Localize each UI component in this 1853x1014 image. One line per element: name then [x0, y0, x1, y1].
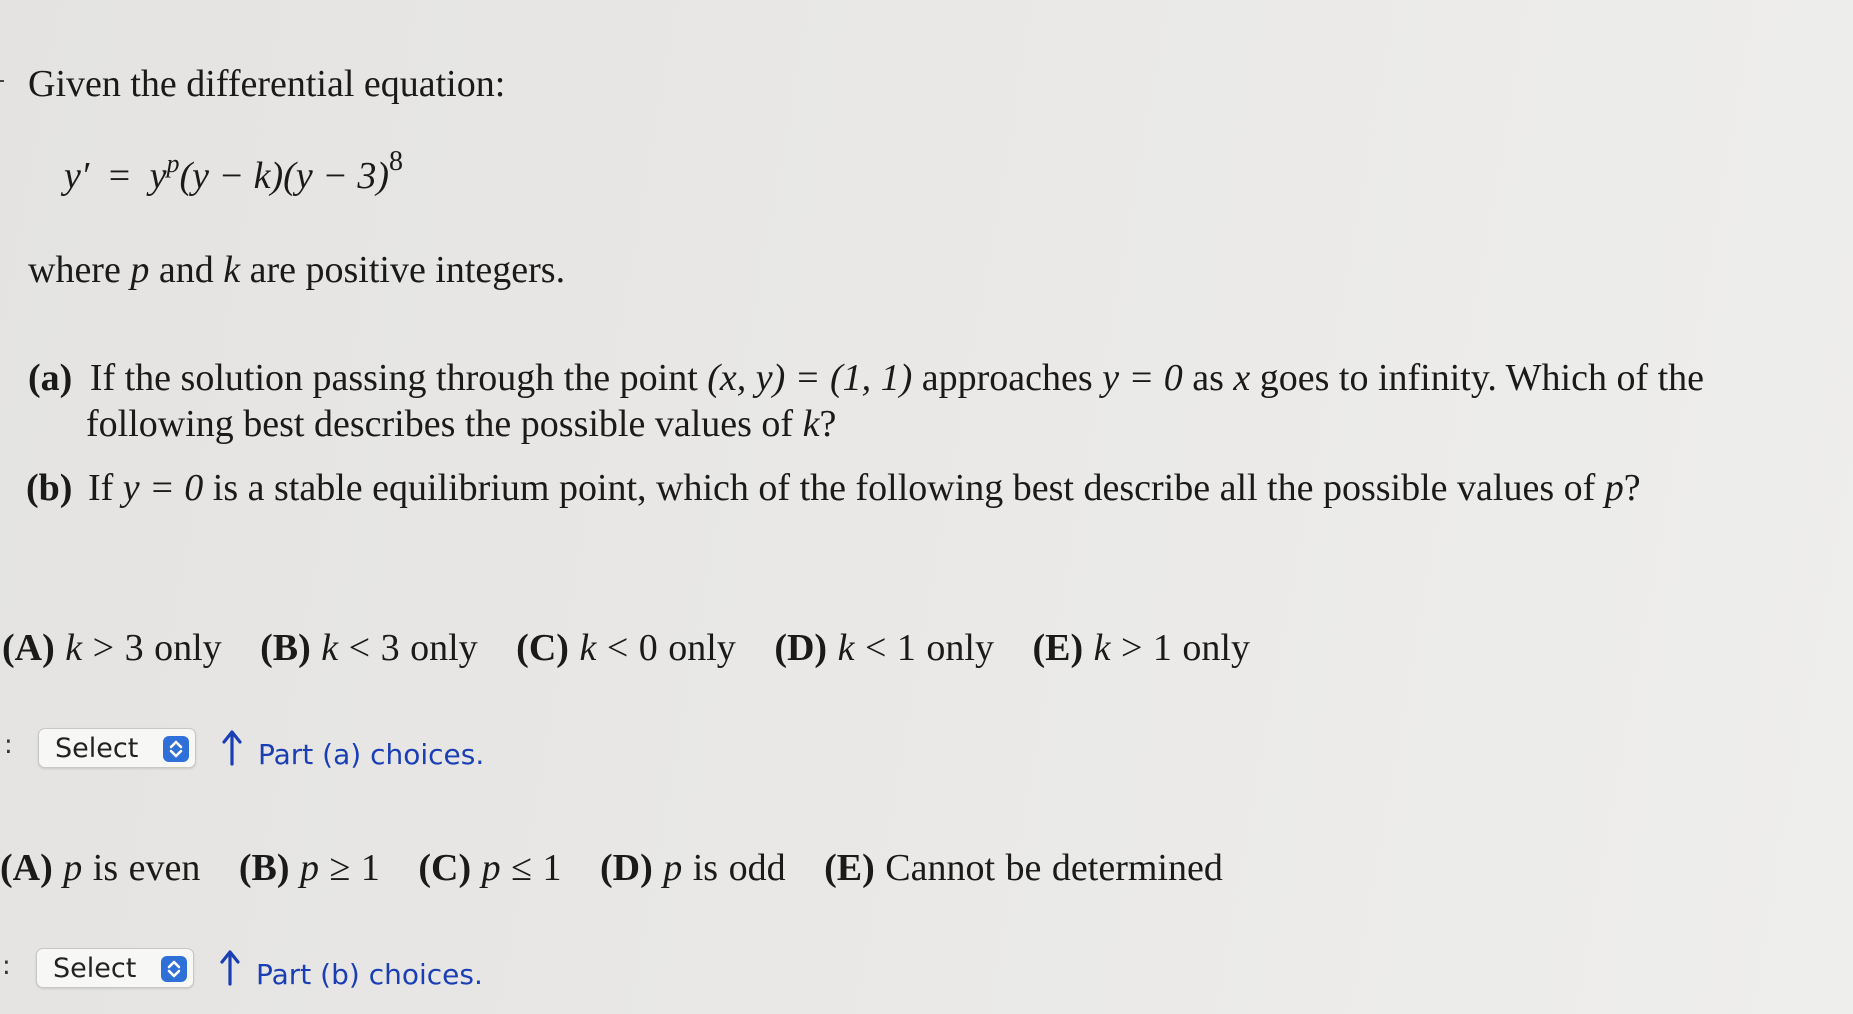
part-a-suffix: goes to infinity. Which of the — [1259, 357, 1705, 399]
equation-base: y — [149, 155, 167, 197]
part-a-select-value: Select — [55, 732, 139, 764]
choice-a-A: (A) k > 3 only — [2, 627, 222, 669]
colon-b: : — [2, 951, 11, 981]
part-a-point: (x, y) = (1, 1) — [707, 357, 913, 399]
part-b-suffix: ? — [1623, 467, 1641, 509]
part-a-x: x — [1233, 357, 1251, 399]
where-p: p — [130, 249, 150, 291]
part-b-select-value: Select — [53, 952, 137, 984]
choice-b-B: (B) p ≥ 1 — [238, 847, 380, 889]
part-b-label: (b) — [26, 467, 73, 509]
choice-b-E: (E) Cannot be determined — [824, 847, 1223, 889]
where-word2: and — [158, 249, 214, 291]
part-a-mid: approaches — [921, 357, 1093, 399]
choice-a-D: (D) k < 1 only — [774, 627, 994, 669]
equation-equals: = — [108, 155, 131, 197]
part-b-select[interactable] — [36, 948, 194, 988]
edge-mark-top — [0, 80, 4, 82]
part-a-line2-prefix: following best describes the possible values of — [86, 403, 794, 445]
chevron-up-down-icon — [161, 956, 187, 982]
part-b-var: p — [1604, 467, 1624, 509]
equation-factors: (y − k)(y − 3) — [179, 155, 390, 197]
choice-b-D: (D) p is odd — [599, 847, 786, 889]
equation-exponent-8: 8 — [389, 146, 404, 177]
intro-text — [28, 62, 505, 106]
equation-lhs: y′ — [64, 155, 90, 197]
choice-a-B: (B) k < 3 only — [260, 627, 478, 669]
choice-b-C: (C) p ≤ 1 — [418, 847, 562, 889]
part-a-prefix: If the solution passing through the point — [89, 357, 698, 399]
choices-b — [0, 846, 1223, 890]
part-a-line2 — [86, 402, 836, 446]
where-k: k — [223, 249, 241, 291]
part-b-cond: y = 0 — [122, 467, 204, 509]
part-a-hint-text: Part (a) choices. — [258, 738, 485, 771]
choice-b-A: (A) p is even — [0, 847, 201, 889]
choices-a — [2, 626, 1250, 670]
arrow-up-icon — [218, 948, 242, 991]
equation-exponent-p: p — [166, 149, 180, 178]
intro-label: Given the differential equation: — [28, 63, 506, 105]
part-a-label: (a) — [28, 357, 73, 399]
part-a-line2-suffix: ? — [819, 403, 837, 445]
part-a-cond: y = 0 — [1102, 357, 1183, 399]
part-b-line — [26, 466, 1641, 510]
chevron-up-down-icon — [163, 736, 189, 762]
part-a-line1 — [28, 356, 1704, 400]
differential-equation — [64, 146, 404, 200]
where-line — [28, 248, 565, 292]
choice-a-E: (E) k > 1 only — [1032, 627, 1250, 669]
part-a-select[interactable] — [38, 728, 196, 768]
colon-a: : — [4, 730, 13, 760]
part-b-prefix: If — [87, 467, 114, 509]
where-word1: where — [28, 249, 121, 291]
choice-a-C: (C) k < 0 only — [516, 627, 736, 669]
part-a-line2-var: k — [802, 403, 820, 445]
part-b-hint-text: Part (b) choices. — [256, 958, 483, 991]
arrow-up-icon — [220, 728, 244, 771]
part-a-as: as — [1192, 357, 1224, 399]
part-b-middle: is a stable equilibrium point, which of the following best describe all the possible values of — [212, 467, 1596, 509]
where-word3: are positive integers. — [249, 249, 566, 291]
